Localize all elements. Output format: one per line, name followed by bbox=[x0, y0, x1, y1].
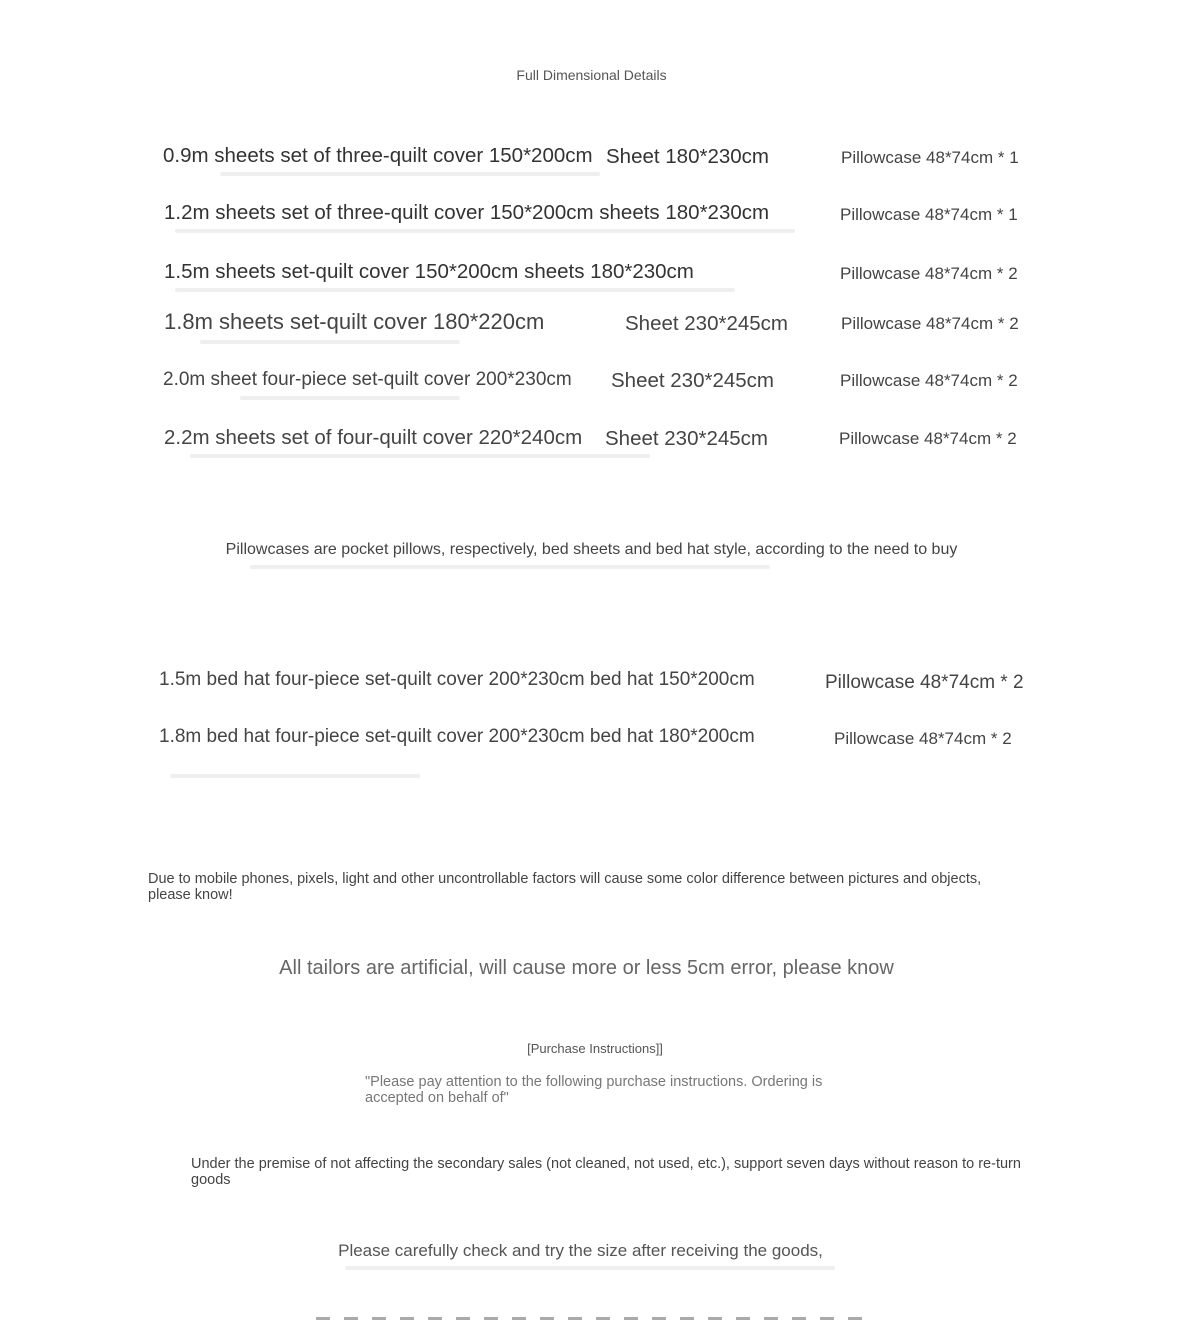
faded-text-line bbox=[190, 454, 650, 458]
faded-text-line bbox=[345, 1266, 835, 1270]
size-row-5-pillowcase: Pillowcase 48*74cm * 2 bbox=[840, 371, 1018, 390]
size-row-1-pillowcase: Pillowcase 48*74cm * 1 bbox=[841, 148, 1019, 167]
return-policy: Under the premise of not affecting the secondary sales (not cleaned, not used, etc.), support seven days without reason to re-turn goods bbox=[191, 1156, 1021, 1188]
size-row-2-pillowcase: Pillowcase 48*74cm * 1 bbox=[840, 205, 1018, 224]
bed-hat-row-1-desc: 1.5m bed hat four-piece set-quilt cover 200*230cm bed hat 150*200cm bbox=[159, 669, 755, 690]
page-title: Full Dimensional Details bbox=[516, 67, 667, 83]
bed-hat-row-2-desc: 1.8m bed hat four-piece set-quilt cover 200*230cm bed hat 180*200cm bbox=[159, 726, 755, 747]
pillowcase-note: Pillowcases are pocket pillows, respectively, bed sheets and bed hat style, according to the need to buy bbox=[225, 541, 958, 558]
size-check-note: Please carefully check and try the size after receiving the goods, bbox=[338, 1241, 823, 1260]
faded-text-line bbox=[220, 172, 600, 176]
size-row-5-desc: 2.0m sheet four-piece set-quilt cover 200*230cm bbox=[163, 369, 572, 390]
size-row-4-sheet: Sheet 230*245cm bbox=[625, 312, 788, 335]
size-row-3-pillowcase: Pillowcase 48*74cm * 2 bbox=[840, 264, 1018, 283]
bed-hat-row-1-pillowcase: Pillowcase 48*74cm * 2 bbox=[825, 672, 1024, 693]
purchase-instructions-title: [Purchase Instructions]] bbox=[527, 1041, 663, 1056]
size-row-4-desc: 1.8m sheets set-quilt cover 180*220cm bbox=[164, 309, 545, 334]
color-disclaimer: Due to mobile phones, pixels, light and other uncontrollable factors will cause some color difference between pictures and objects, please know! bbox=[148, 871, 982, 903]
cropped-text-line bbox=[316, 1317, 876, 1324]
faded-text-line bbox=[250, 565, 770, 569]
size-row-5-sheet: Sheet 230*245cm bbox=[611, 369, 774, 392]
bed-hat-row-2-pillowcase: Pillowcase 48*74cm * 2 bbox=[834, 729, 1012, 748]
size-row-1-sheet: Sheet 180*230cm bbox=[606, 145, 769, 168]
size-row-2-desc: 1.2m sheets set of three-quilt cover 150*200cm sheets 180*230cm bbox=[164, 201, 770, 224]
size-row-6-desc: 2.2m sheets set of four-quilt cover 220*240cm bbox=[164, 426, 583, 449]
faded-text-line bbox=[175, 288, 735, 292]
purchase-instructions-quote: "Please pay attention to the following purchase instructions. Ordering is accepted on behalf of" bbox=[365, 1074, 823, 1106]
faded-text-line bbox=[170, 774, 420, 778]
faded-text-line bbox=[240, 396, 460, 400]
faded-text-line bbox=[200, 340, 460, 344]
size-row-1-desc: 0.9m sheets set of three-quilt cover 150*200cm bbox=[163, 144, 593, 167]
size-row-4-pillowcase: Pillowcase 48*74cm * 2 bbox=[841, 314, 1019, 333]
size-row-6-sheet: Sheet 230*245cm bbox=[605, 427, 768, 450]
size-row-6-pillowcase: Pillowcase 48*74cm * 2 bbox=[839, 429, 1017, 448]
faded-text-line bbox=[175, 229, 795, 233]
tailor-note: All tailors are artificial, will cause more or less 5cm error, please know bbox=[279, 957, 894, 979]
size-row-3-desc: 1.5m sheets set-quilt cover 150*200cm sheets 180*230cm bbox=[164, 260, 694, 283]
